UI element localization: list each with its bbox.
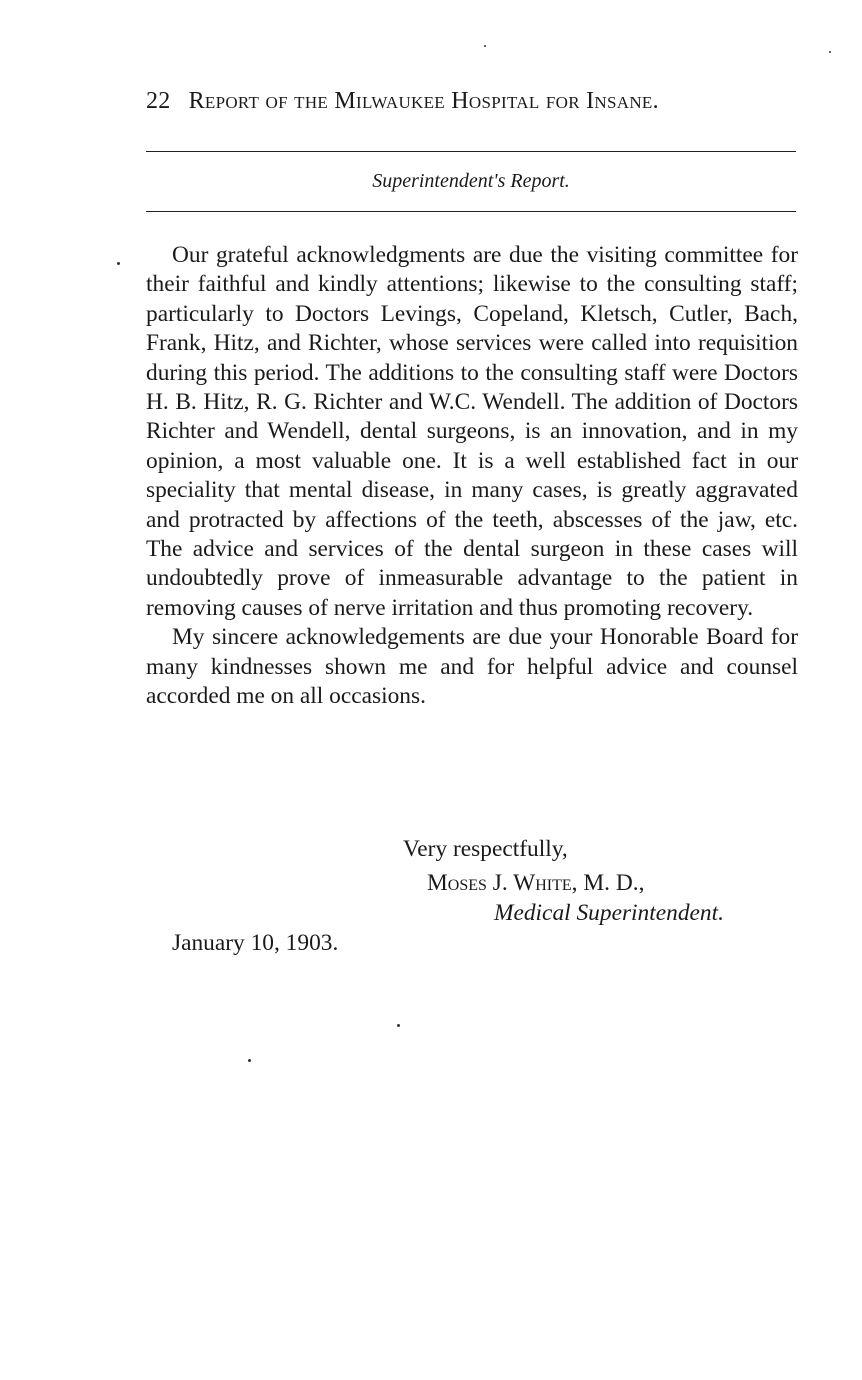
scan-speck — [397, 1024, 400, 1027]
signatory-name: Moses J. White, M. D., — [427, 870, 645, 896]
section-title: Superintendent's Report. — [372, 170, 570, 192]
header-rule-top — [146, 151, 796, 152]
page-number: 22 — [146, 88, 171, 114]
scan-speck — [248, 1059, 251, 1062]
closing-salutation: Very respectfully, — [403, 836, 568, 862]
signatory-role: Medical Superintendent. — [494, 900, 724, 926]
paragraph-acknowledgments: Our grateful acknowledgments are due the visiting committee for their faithful and kindly attentions; likewise to the consulting staff; particularly to Doctors Levings, Copeland, Kletsch, Cutler, Bach, Frank, Hitz, and Richter, whose services were called into requisition during this period. The additions to the consulting staff were Doctors H. B. Hitz, R. G. Richter and W.C. Wendell. The addition of Doctors Richter and Wendell, dental surgeons, is an innovation, and in my opinion, a most valuable one. It is a well established fact in our speciality that mental disease, in many cases, is greatly aggravated and protracted by affections of the teeth, abscesses of the jaw, etc. The advice and services of the dental surgeon in these cases will undoubtedly prove of inmeasurable advantage to the patient in removing causes of nerve irritation and thus promoting recovery. — [146, 242, 798, 621]
body-text — [146, 241, 798, 712]
scan-speck — [117, 262, 120, 265]
header-rule-bottom — [146, 211, 796, 212]
paragraph-board-thanks: My sincere acknowledgements are due your Honorable Board for many kindnesses shown me and for helpful advice and counsel accorded me on all occasions. — [146, 624, 798, 710]
date-line: January 10, 1903. — [172, 930, 339, 956]
scan-speck — [829, 51, 831, 53]
running-title: Report of the Milwaukee Hospital for Insane. — [188, 88, 659, 114]
scan-speck — [484, 45, 486, 47]
running-header — [146, 88, 796, 115]
